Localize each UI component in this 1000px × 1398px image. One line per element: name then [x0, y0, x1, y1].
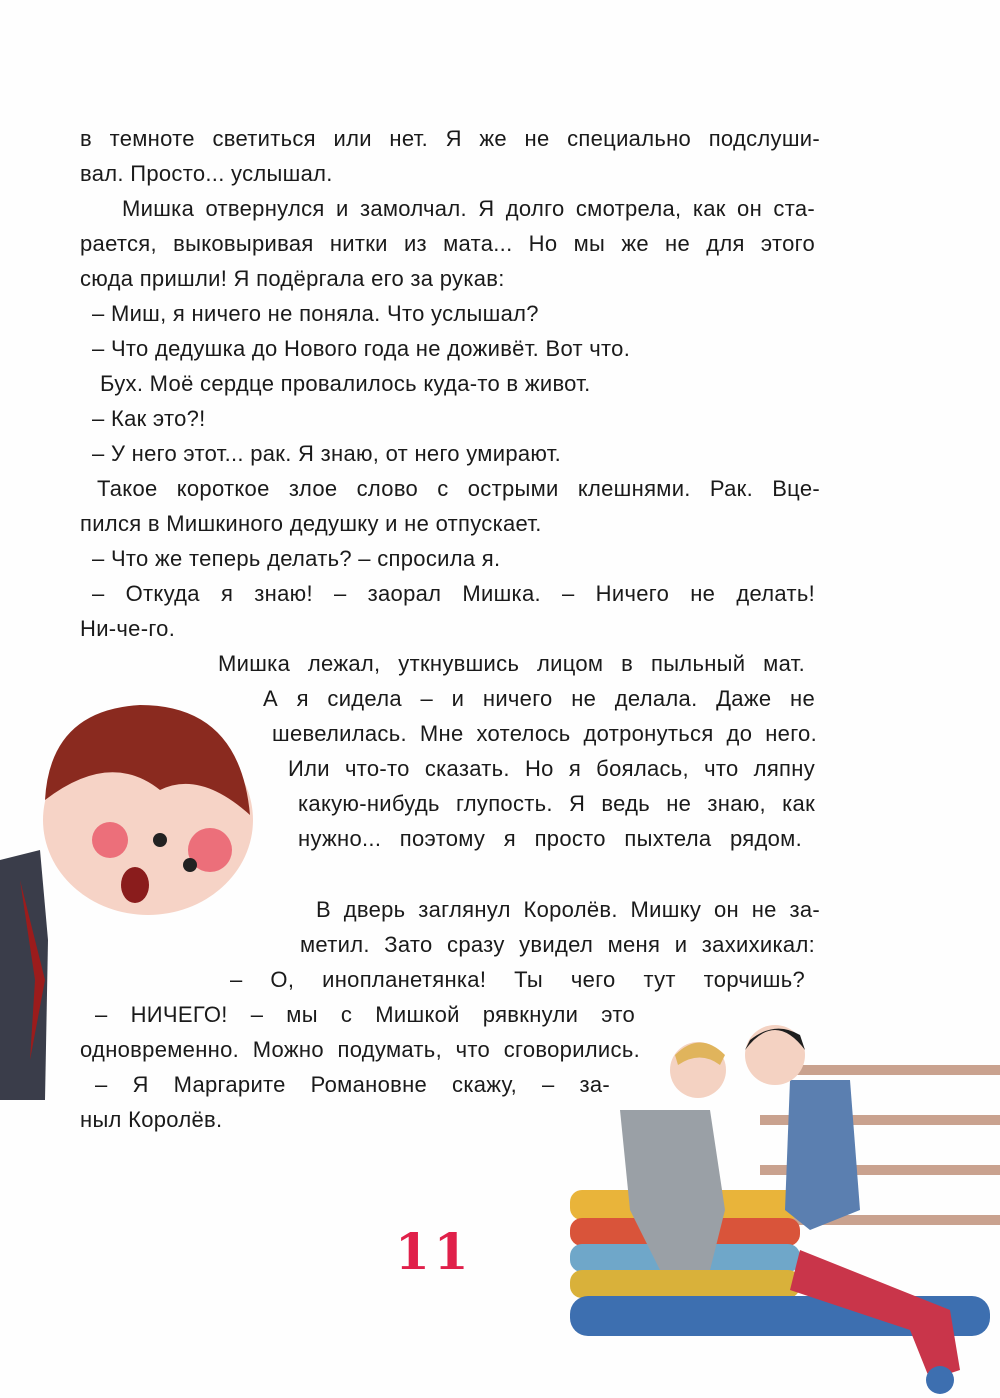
- text-line: ныл Королёв.: [80, 1107, 223, 1132]
- text-line: в темноте светиться или нет. Я же не специально подслуши-: [80, 126, 820, 151]
- text-line: рается, выковыривая нитки из мата... Но мы же не для этого: [80, 231, 815, 256]
- text-line: Такое короткое злое слово с острыми клешнями. Рак. Вце-: [97, 476, 820, 501]
- children-on-mats-illustration: [560, 1010, 1000, 1398]
- text-line: – Миш, я ничего не поняла. Что услышал?: [92, 301, 539, 326]
- boy-head-illustration: [0, 680, 260, 1100]
- text-line: пился в Мишкиного дедушку и не отпускает.: [80, 511, 542, 536]
- text-line: – НИЧЕГО! – мы с Мишкой рявкнули это: [95, 1002, 635, 1027]
- text-line: одновременно. Можно подумать, что сговорились.: [80, 1037, 640, 1062]
- text-line: – Откуда я знаю! – заорал Мишка. – Ничего не делать!: [92, 581, 815, 606]
- text-line: шевелилась. Мне хотелось дотронуться до него.: [272, 721, 817, 746]
- text-line: какую-нибудь глупость. Я ведь не знаю, как: [298, 791, 815, 816]
- text-line: Или что-то сказать. Но я боялась, что ляпну: [288, 756, 815, 781]
- text-line: – Я Маргарите Романовне скажу, – за-: [95, 1072, 610, 1097]
- text-line: Мишка отвернулся и замолчал. Я долго смотрела, как он ста-: [122, 196, 815, 221]
- text-line: вал. Просто... услышал.: [80, 161, 333, 186]
- text-line: – О, инопланетянка! Ты чего тут торчишь?: [230, 967, 805, 992]
- text-line: сюда пришли! Я подёргала его за рукав:: [80, 266, 505, 291]
- text-line: Бух. Моё сердце провалилось куда-то в живот.: [100, 371, 591, 396]
- text-line: нужно... поэтому я просто пыхтела рядом.: [298, 826, 802, 851]
- text-line: – У него этот... рак. Я знаю, от него умирают.: [92, 441, 562, 466]
- text-line: Мишка лежал, уткнувшись лицом в пыльный мат.: [218, 651, 805, 676]
- text-line: метил. Зато сразу увидел меня и захихикал:: [300, 932, 815, 957]
- text-line: В дверь заглянул Королёв. Мишку он не за-: [316, 897, 820, 922]
- text-line: – Что дедушка до Нового года не доживёт. Вот что.: [92, 336, 631, 361]
- text-line: А я сидела – и ничего не делала. Даже не: [263, 686, 815, 711]
- text-line: Ни-че-го.: [80, 616, 176, 641]
- text-line: – Как это?!: [92, 406, 206, 431]
- text-line: – Что же теперь делать? – спросила я.: [92, 546, 501, 571]
- page-number: 11: [395, 1222, 473, 1281]
